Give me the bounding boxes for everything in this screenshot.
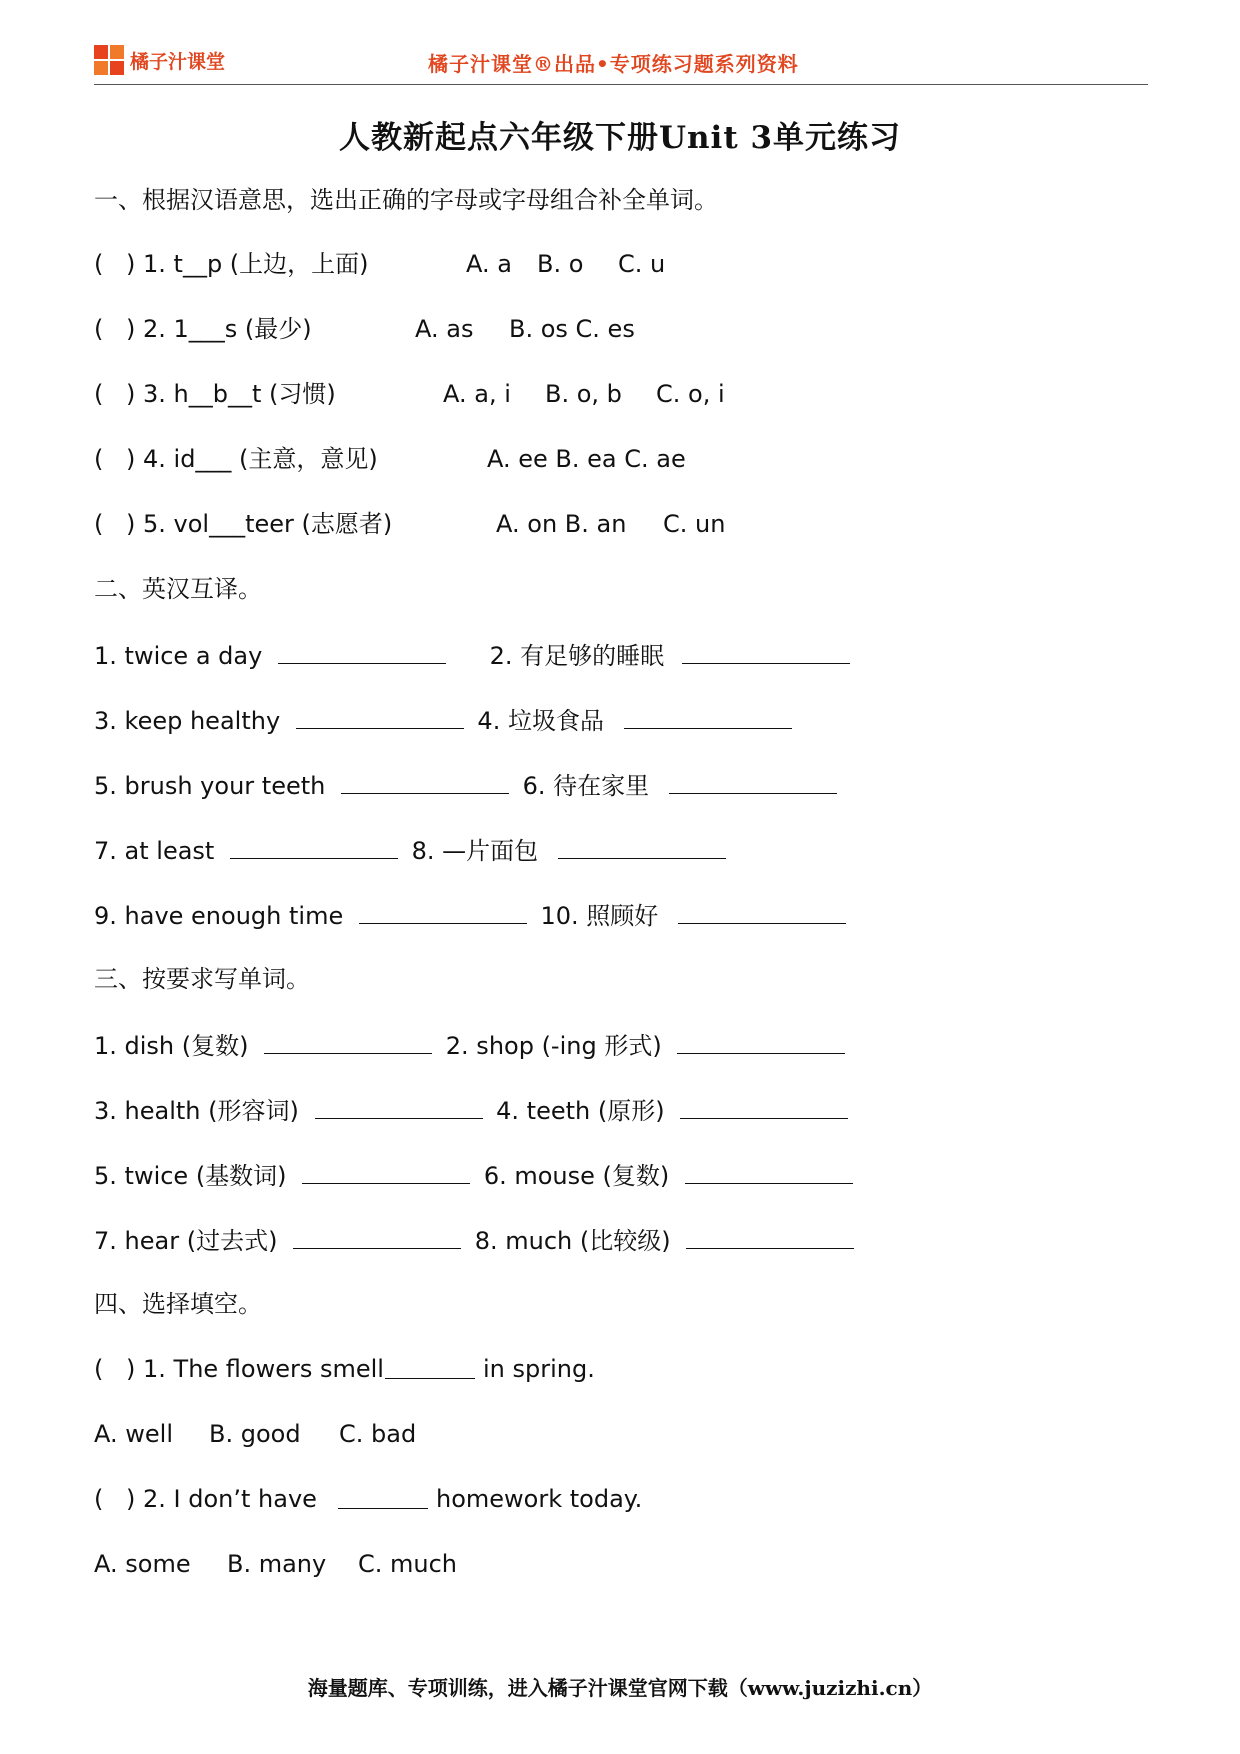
page-header <box>94 44 1148 84</box>
logo-text: 橘子汁课堂 <box>130 50 226 73</box>
section3-row-3 <box>94 1157 853 1193</box>
option-a: A. ee B. ea C. ae <box>487 445 686 473</box>
answer-paren-close: ) <box>126 380 136 408</box>
option-c: C. u <box>618 250 666 278</box>
word-item: 8. much (比较级) <box>474 1227 671 1255</box>
answer-paren-close: ) <box>126 1485 136 1513</box>
header-divider <box>94 84 1148 85</box>
answer-blank[interactable] <box>686 1222 854 1249</box>
section2-heading: 二、英汉互译。 <box>94 575 262 603</box>
question-text: 5. vol___teer (志愿者) <box>143 510 393 538</box>
answer-blank[interactable] <box>678 897 846 924</box>
answer-blank[interactable] <box>341 767 509 794</box>
answer-paren-open: ( <box>94 380 104 408</box>
section4-q2-options <box>94 1547 1094 1581</box>
option-a: A. as <box>415 315 474 343</box>
answer-blank[interactable] <box>682 637 850 664</box>
answer-paren-close: ) <box>126 510 136 538</box>
worksheet-title: 人教新起点六年级下册Unit 3单元练习 <box>338 120 902 156</box>
answer-paren-close: ) <box>126 1355 136 1383</box>
header-title: 橘子汁课堂®出品•专项练习题系列资料 <box>428 52 799 76</box>
option-a: A. on B. an <box>496 510 627 538</box>
translation-item: 4. 垃圾食品 <box>477 707 604 735</box>
section1-question-1 <box>94 247 1094 281</box>
translation-item: 10. 照顾好 <box>540 902 659 930</box>
section2-row-1 <box>94 637 850 673</box>
question-text: 4. id___ (主意，意见) <box>143 445 378 473</box>
option-b: B. o <box>537 250 584 278</box>
translation-item: 2. 有足够的睡眠 <box>489 642 665 670</box>
option-a: A. well <box>94 1420 173 1448</box>
section3-row-4 <box>94 1222 854 1258</box>
answer-blank[interactable] <box>680 1092 848 1119</box>
option-b: B. many <box>227 1550 327 1578</box>
option-a: A. a, i <box>443 380 511 408</box>
translation-item: 1. twice a day <box>94 642 263 670</box>
page-footer: 海量题库、专项训练，进入橘子汁课堂官网下载（www.juzizhi.cn） <box>307 1676 933 1700</box>
option-b: C. un <box>663 510 726 538</box>
answer-blank[interactable] <box>315 1092 483 1119</box>
answer-blank[interactable] <box>669 767 837 794</box>
word-item: 3. health (形容词) <box>94 1097 299 1125</box>
word-item: 7. hear (过去式) <box>94 1227 278 1255</box>
answer-paren-open: ( <box>94 250 104 278</box>
option-c: C. o, i <box>656 380 725 408</box>
section1-question-4 <box>94 442 1094 476</box>
question-text: 1. t__p (上边，上面) <box>143 250 369 278</box>
answer-paren-close: ) <box>126 315 136 343</box>
translation-item: 9. have enough time <box>94 902 344 930</box>
answer-blank[interactable] <box>230 832 398 859</box>
section1-question-5 <box>94 507 1094 541</box>
question-text-before: 1. The flowers smell <box>143 1355 384 1383</box>
option-a: A. some <box>94 1550 191 1578</box>
answer-blank[interactable] <box>558 832 726 859</box>
section4-heading: 四、选择填空。 <box>94 1290 262 1318</box>
logo <box>94 44 225 76</box>
answer-blank[interactable] <box>302 1157 470 1184</box>
question-text-after: homework today. <box>436 1485 643 1513</box>
answer-paren-close: ) <box>126 445 136 473</box>
answer-paren-close: ) <box>126 250 136 278</box>
section4-question-1 <box>94 1352 1094 1386</box>
section1-heading: 一、根据汉语意思，选出正确的字母或字母组合补全单词。 <box>94 186 718 214</box>
option-b: B. os C. es <box>509 315 635 343</box>
answer-blank[interactable] <box>359 897 527 924</box>
section2-row-3 <box>94 767 837 803</box>
answer-blank[interactable] <box>624 702 792 729</box>
answer-blank[interactable] <box>278 637 446 664</box>
word-item: 1. dish (复数) <box>94 1032 249 1060</box>
answer-blank[interactable] <box>338 1482 428 1509</box>
answer-paren-open: ( <box>94 315 104 343</box>
word-item: 4. teeth (原形) <box>496 1097 665 1125</box>
option-b: B. o, b <box>545 380 622 408</box>
translation-item: 6. 待在家里 <box>522 772 650 800</box>
question-text: 2. 1___s (最少) <box>143 315 312 343</box>
section3-heading: 三、按要求写单词。 <box>94 965 310 993</box>
section4-q1-options <box>94 1417 1094 1451</box>
option-c: C. bad <box>339 1420 417 1448</box>
answer-blank[interactable] <box>296 702 464 729</box>
answer-paren-open: ( <box>94 1485 104 1513</box>
answer-blank[interactable] <box>385 1352 475 1379</box>
section4-question-2 <box>94 1482 1094 1516</box>
translation-item: 7. at least <box>94 837 215 865</box>
question-text-after: in spring. <box>483 1355 595 1383</box>
option-b: B. good <box>209 1420 301 1448</box>
translation-item: 8. —片面包 <box>411 837 539 865</box>
logo-icon <box>94 45 124 75</box>
answer-blank[interactable] <box>293 1222 461 1249</box>
answer-paren-open: ( <box>94 1355 104 1383</box>
question-text: 3. h__b__t (习惯) <box>143 380 336 408</box>
word-item: 5. twice (基数词) <box>94 1162 287 1190</box>
section3-row-2 <box>94 1092 848 1128</box>
answer-blank[interactable] <box>685 1157 853 1184</box>
section3-row-1 <box>94 1027 845 1063</box>
translation-item: 5. brush your teeth <box>94 772 326 800</box>
answer-paren-open: ( <box>94 510 104 538</box>
translation-item: 3. keep healthy <box>94 707 281 735</box>
section1-question-3 <box>94 377 1094 411</box>
option-c: C. much <box>358 1550 458 1578</box>
section2-row-4 <box>94 832 726 868</box>
word-item: 6. mouse (复数) <box>483 1162 670 1190</box>
section2-row-2 <box>94 702 792 738</box>
answer-paren-open: ( <box>94 445 104 473</box>
section2-row-5 <box>94 897 846 933</box>
answer-blank[interactable] <box>264 1027 432 1054</box>
question-text-before: 2. I don’t have <box>143 1485 317 1513</box>
option-a: A. a <box>466 250 512 278</box>
word-item: 2. shop (-ing 形式) <box>445 1032 662 1060</box>
answer-blank[interactable] <box>677 1027 845 1054</box>
section1-question-2 <box>94 312 1094 346</box>
